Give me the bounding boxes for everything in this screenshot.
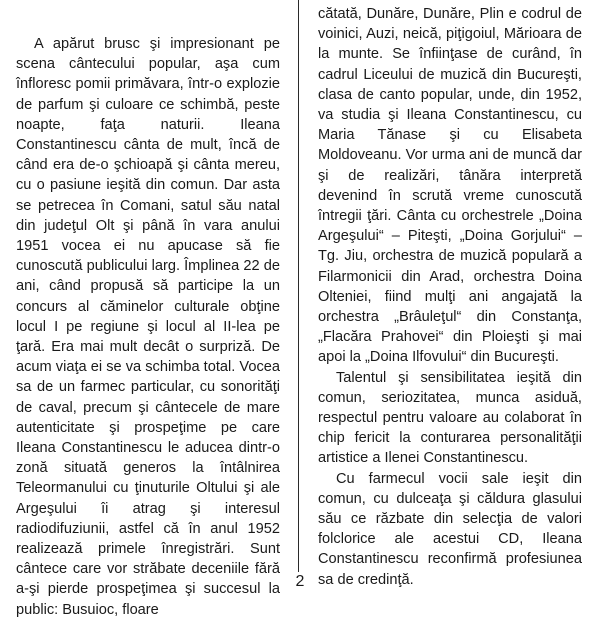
right-paragraph-farmec: Cu farmecul vocii sale ieşit din comun, cu dulceaţa şi căldura glasului său ce răzbate din selecţia de valori folclorice ale acestui CD, Ileana Constantinescu reconfirmă profesiunea sa de credinţă. (318, 470, 582, 588)
left-paragraph-1: A apărut brusc şi impresionant pe scena cântecului popular, aşa cum înfloresc pomii primăvara, într-o explozie de parfum şi culoare ce schimbă, peste noapte, faţa naturii. Ileana Constantinescu cânta de mult, încă de când era de-o şchioapă şi cânta mereu, cu o pasiune ieşită din comun. Dar asta se petrecea în Comani, satul său natal din judeţul Olt şi până în vara anului 1951 vocea ei nu apucase să fie cunoscută publicului larg. Împlinea 22 de ani, când propusă să participe la un concurs al căminelor culturale obţine locul I pe regiune şi locul al II-lea pe ţară. Era mai mult decât o surpriză. De acum viaţa ei se va schimba total. Vocea sa de un farmec particular, cu sonorităţi de caval, precum şi cântecele de mare autenticitate şi prospeţime pe care Ileana Constantinescu le aducea dintr-o zonă situată generos la întâlnirea Teleormanului cu ţinuturile Oltului şi ale Argeşului îi atrag şi interesul radiodifuziunii, astfel că în anul 1952 realizează primele înregistrări. Sunt cântece care vor străbate deceniile fără a-şi pierde prospeţimea şi succesul la public: Busuioc, floare (16, 36, 280, 618)
right-column (318, 4, 582, 590)
right-continuation-paragraph: cătată, Dunăre, Dunăre, Plin e codrul de voinici, Auzi, neică, piţigoiul, Mărioara de la munte. Se înfiinţase de curând, în cadrul Liceului de muzică din Bucureşti, clasa de canto popular, unde, din 1952, va studia şi Ileana Constantinescu, cu Maria Tănase şi cu Elisabeta Moldoveanu. Vor urma ani de muncă dar şi de realizări, tânăra interpretă devenind în scrută vreme cunoscută întregii ţări. Cânta cu orchestrele „Doina Argeşului“ – Piteşti, „Doina Gorjului“ – Tg. Jiu, orchestra de muzică populară a Filarmonicii din Arad, orchestra Doina Olteniei, fiind mulţi ani angajată la orchestra „Brâuleţul“ din Constanţa, „Flacăra Prahovei“ din Ploieşti şi mai apoi la „Doina Ilfovului“ din Bucureşti. (318, 6, 582, 366)
right-paragraph-talent: Talentul şi sensibilitatea ieşită din comun, seriozitatea, munca asiduă, respectul pentru valoare au colaborat în chip fericit la conturarea personalităţii artistice a Ilenei Constantinescu. (318, 369, 582, 467)
left-column (16, 34, 280, 620)
page-number: 2 (295, 573, 305, 590)
column-divider (298, 0, 299, 572)
